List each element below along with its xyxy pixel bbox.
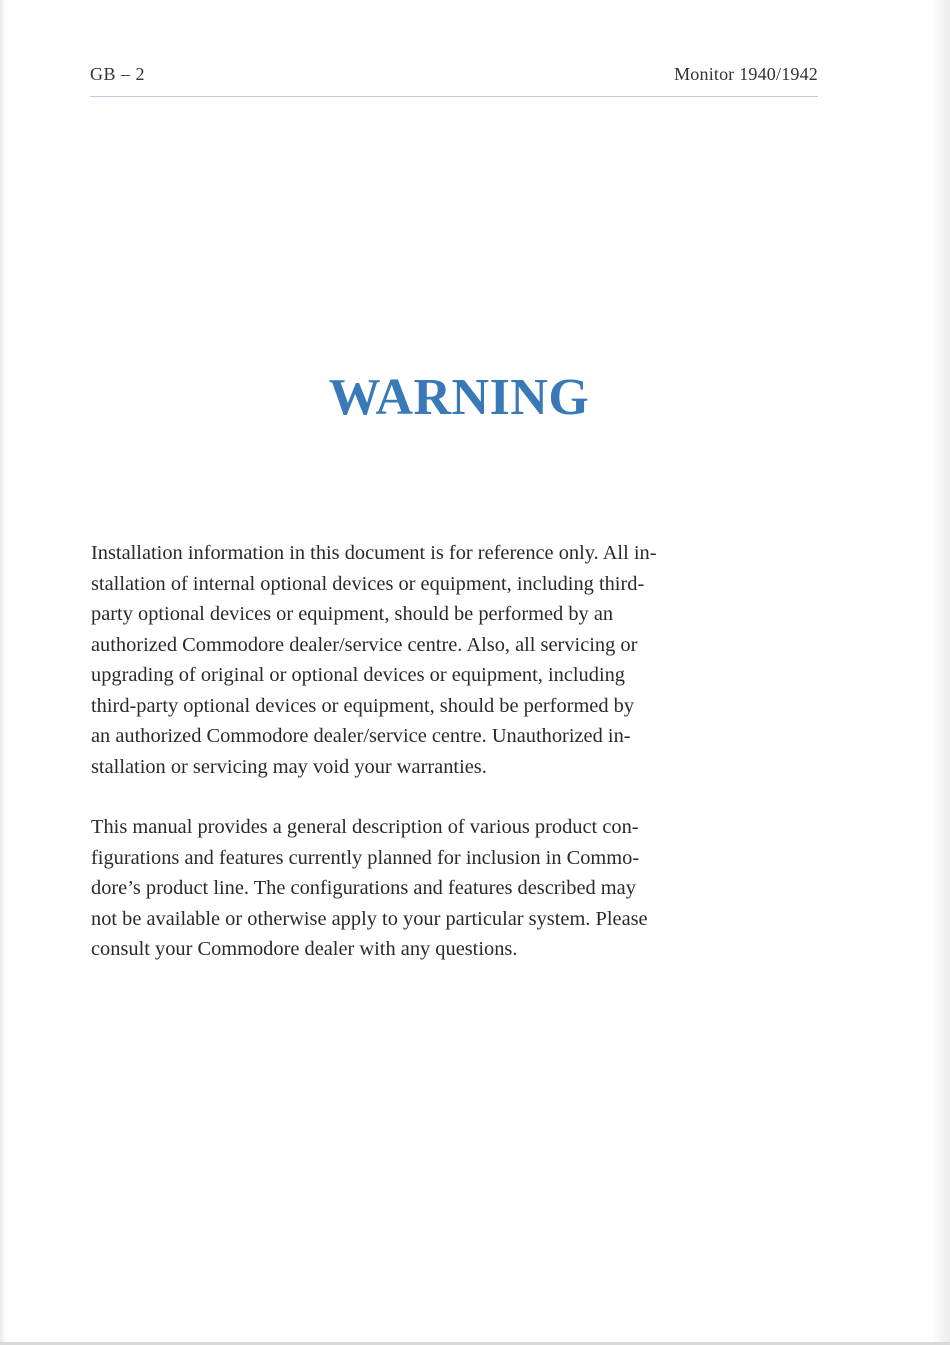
paragraph-line: stallation or servicing may void your warranties. [91, 755, 487, 778]
page-right-edge [932, 0, 950, 1345]
paragraph-line: stallation of internal optional devices or equipment, including third- [91, 572, 645, 595]
manual-description-paragraph [91, 812, 813, 965]
warning-heading: WARNING [328, 369, 590, 426]
document-title: Monitor 1940/1942 [674, 64, 818, 84]
paragraph-line: consult your Commodore dealer with any questions. [91, 938, 518, 960]
paragraph-line: party optional devices or equipment, should be performed by an [91, 603, 614, 625]
paragraph-line: Installation information in this document is for reference only. All in- [91, 542, 657, 564]
paragraph-line: figurations and features currently planned for inclusion in Commo- [91, 846, 640, 869]
page-number: GB – 2 [90, 64, 146, 84]
paragraph-line: authorized Commodore dealer/service centre. Also, all servicing or [91, 633, 638, 656]
paragraph-line: This manual provides a general description of various product con- [91, 816, 639, 838]
installation-warning-paragraph [91, 538, 813, 782]
paragraph-line: an authorized Commodore dealer/service centre. Unauthorized in- [91, 725, 631, 747]
paragraph-line: dore’s product line. The configurations and features described may [91, 877, 636, 899]
page-header [90, 62, 818, 97]
paragraph-line: not be available or otherwise apply to your particular system. Please [91, 907, 648, 930]
page-left-edge [0, 0, 6, 1345]
paragraph-line: upgrading of original or optional devices or equipment, including [91, 664, 625, 686]
paragraph-line: third-party optional devices or equipment, should be performed by [91, 694, 635, 717]
